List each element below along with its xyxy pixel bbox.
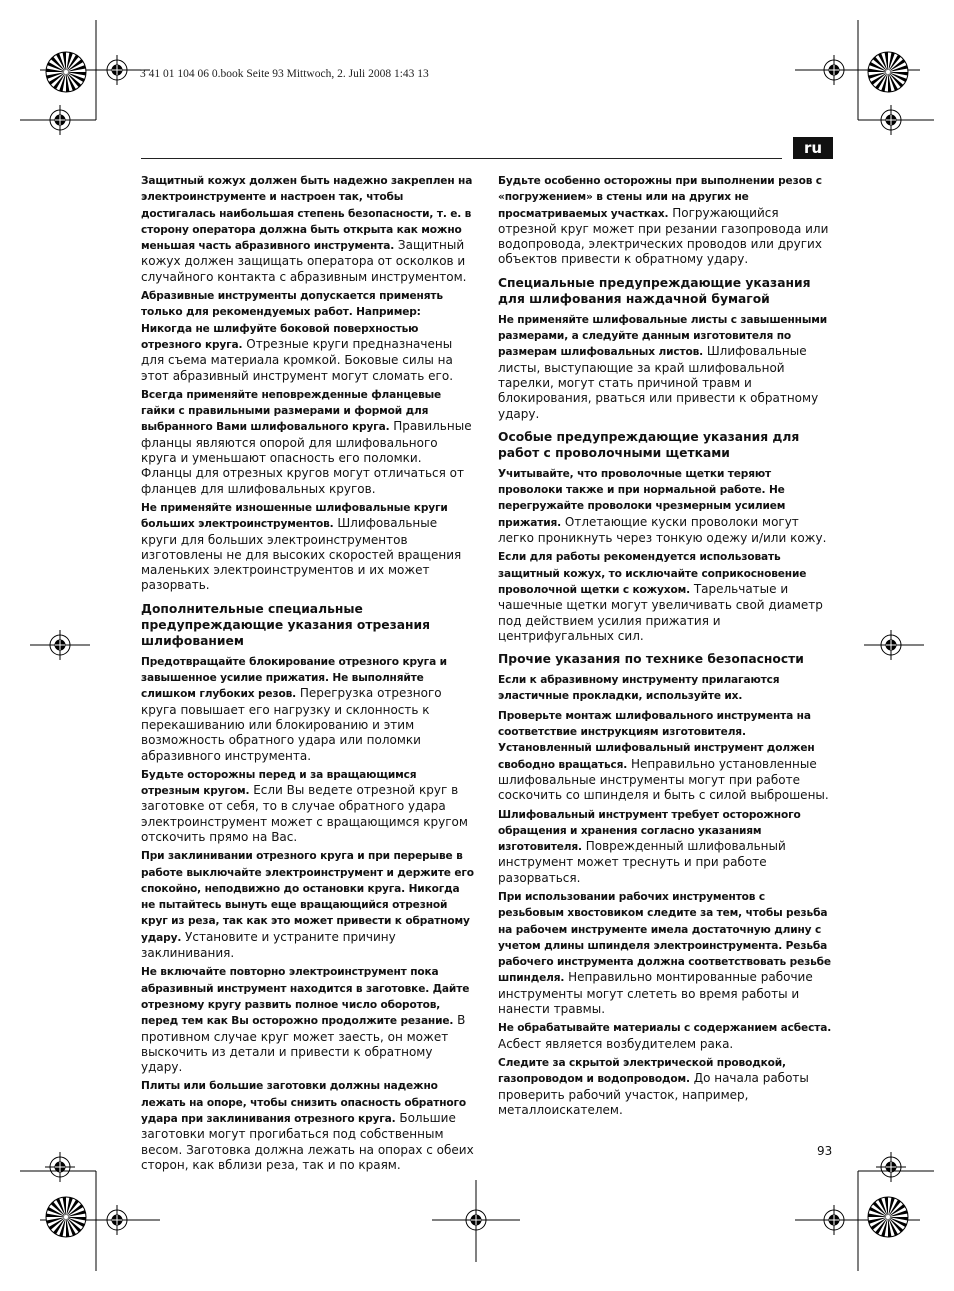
radial-star-target-icon bbox=[46, 52, 86, 92]
warning-bold-lead: Учитывайте, что проволочные щетки теряют проволоки также и при нормальной работе. Не перегружайте проволоки чрезмерным усилием прижатия. bbox=[498, 467, 786, 529]
warning-explanation: Отрезные круги предназначены для съема материала кромкой. Боковые силы на этот абразивный инструмент могут сломать его. bbox=[141, 336, 454, 383]
warning-bold-lead: Следите за скрытой электрической проводкой, газопроводом и водопроводом. bbox=[498, 1056, 786, 1086]
warning-explanation: Поврежденный шлифовальный инструмент может треснуть и при работе разорваться. bbox=[498, 839, 786, 885]
warning-bold-lead: Не применяйте шлифовальные листы с завышенными размерами, а следуйте данным изготовителя по размерам шлифовальных листов. bbox=[498, 313, 828, 359]
warning-bold-lead: Предотвращайте блокирование отрезного круга и завышенное усилие прижатия. Не выполняйте слишком глубоких резов. bbox=[141, 655, 447, 701]
warning-paragraph bbox=[498, 1055, 832, 1118]
warning-bold-lead: Плиты или большие заготовки должны надежно лежать на опоре, чтобы снизить опасность обратного удара при заклинивания отрезного круга. bbox=[141, 1080, 467, 1126]
warning-paragraph bbox=[498, 312, 832, 422]
warning-explanation: Неправильно установленные шлифовальные инструменты могут при работе соскочить со шпинделя и быть с силой выброшены. bbox=[498, 756, 829, 803]
crosshair-registration-icon bbox=[102, 1205, 132, 1235]
warning-explanation: Асбест является возбудителем рака. bbox=[498, 1036, 734, 1051]
section-heading: Прочие указания по технике безопасности bbox=[498, 652, 804, 667]
warning-bold-lead: Проверьте монтаж шлифовального инструмента на соответствие инструкциям изготовителя. Установленный шлифовальный инструмент должен свободно вращаться. bbox=[498, 709, 815, 771]
crosshair-registration-icon bbox=[819, 55, 849, 85]
section-heading: Дополнительные специальные предупреждающие указания отрезания шлифованием bbox=[141, 601, 431, 648]
right-column bbox=[498, 173, 832, 1121]
section-heading: Специальные предупреждающие указания для шлифования наждачной бумагой bbox=[498, 275, 811, 306]
warning-bold-lead: Защитный кожух должен быть надежно закреплен на электроинструменте и настроен так, чтобы достигалась наибольшая степень безопасности, т. е. в сторону оператора должна быть открыта как можно меньшая часть абразивного инструмента. bbox=[141, 175, 473, 253]
warning-paragraph bbox=[498, 889, 832, 1017]
section-heading: Особые предупреждающие указания для работ с проволочными щетками bbox=[498, 429, 800, 460]
warning-paragraph bbox=[141, 288, 475, 384]
header-rule bbox=[141, 158, 782, 159]
warning-bold-lead: Не включайте повторно электроинструмент пока абразивный инструмент находится в заготовке. Дайте отрезному кругу развить полное число оборотов, перед тем как Вы осторожно продолжите резание. bbox=[141, 966, 470, 1028]
crosshair-registration-icon bbox=[45, 1152, 75, 1182]
warning-paragraph bbox=[498, 1020, 832, 1052]
warning-explanation: Правильные фланцы являются опорой для шлифовального круга и уменьшают опасность его поломки. Фланцы для отрезных кругов могут отличаться от фланцев для шлифовальных кругов. bbox=[141, 419, 472, 496]
crosshair-registration-icon bbox=[461, 1205, 491, 1235]
warning-explanation: Неправильно монтированные рабочие инструменты могут слететь во время работы и нанести травмы. bbox=[498, 970, 813, 1017]
warning-bold-lead: При заклинивании отрезного круга и при перерыве в работе выключайте электроинструмент и держите его спокойно, неподвижно до остановки круга. Никогда не пытайтесь вынуть еще вращающийся отрезной круг из реза, так как это может привести к обратному удару. bbox=[141, 850, 474, 944]
warning-paragraph bbox=[498, 173, 832, 268]
warning-explanation: В противном случае круг может заесть, он может выскочить из детали и привести к обратному удару. bbox=[141, 1013, 466, 1075]
warning-explanation: Отлетающие куски проволоки могут легко проникнуть через тонкую одежу и/или кожу. bbox=[498, 514, 827, 546]
warning-paragraph bbox=[498, 807, 832, 886]
crosshair-registration-icon bbox=[876, 1152, 906, 1182]
warning-explanation: Большие заготовки могут прогибаться под собственным весом. Заготовка должна лежать на опорах с обеих сторон, как вблизи реза, так и по краям. bbox=[141, 1111, 474, 1172]
print-job-header: 3 41 01 104 06 0.book Seite 93 Mittwoch, 2. Juli 2008 1:43 13 bbox=[140, 68, 429, 80]
language-tab: ru bbox=[793, 137, 833, 159]
warning-bold-lead: Если для работы рекомендуется использовать защитный кожух, то исключайте соприкосновение проволочной щетки с кожухом. bbox=[498, 551, 807, 596]
radial-star-target-icon bbox=[868, 1197, 908, 1237]
radial-star-target-icon bbox=[46, 1197, 86, 1237]
warning-paragraph bbox=[498, 708, 832, 804]
warning-explanation: Защитный кожух должен защищать оператора от осколков и случайного контакта с абразивным инструментом. bbox=[141, 238, 467, 284]
crosshair-registration-icon bbox=[45, 630, 75, 660]
crosshair-registration-icon bbox=[102, 55, 132, 85]
warning-paragraph bbox=[498, 549, 832, 644]
warning-paragraph bbox=[498, 672, 832, 705]
warning-bold-lead: Не применяйте изношенные шлифовальные круги больших электроинструментов. bbox=[141, 501, 448, 531]
warning-paragraph bbox=[141, 387, 475, 497]
warning-explanation: До начала работы проверить рабочий участок, например, металлоискателем. bbox=[498, 1071, 809, 1117]
warning-explanation: Погружающийся отрезной круг может при резании газопровода или водопровода, электрических проводов или других объектов привести к обратному удару. bbox=[498, 205, 829, 267]
crosshair-registration-icon bbox=[876, 105, 906, 135]
warning-paragraph bbox=[141, 1078, 475, 1173]
left-column bbox=[141, 173, 475, 1176]
warning-bold-lead: Не обрабатывайте материалы с содержанием асбеста. bbox=[498, 1022, 832, 1035]
warning-explanation: Тарельчатые и чашечные щетки могут увеличивать свой диаметр под действием усилия прижатия и центрифугальных сил. bbox=[498, 581, 823, 643]
page-number: 93 bbox=[817, 1144, 833, 1158]
warning-explanation: Шлифовальные листы, выступающие за край шлифовальной тарелки, могут стать причиной травм и блокирования, рваться или привести к обратному удару. bbox=[498, 344, 819, 421]
warning-paragraph bbox=[141, 654, 475, 764]
warning-explanation: Шлифовальные круги для больших электроинструментов изготовлены не для высоких скоростей вращения маленьких электроинструментов и их может разорвать. bbox=[141, 516, 462, 593]
warning-paragraph bbox=[141, 173, 475, 285]
warning-bold-lead: Абразивные инструменты допускается применять только для рекомендуемых работ. Например: Никогда не шлифуйте боковой поверхностью отрезного круга. bbox=[141, 290, 443, 351]
warning-bold-lead: Шлифовальный инструмент требует осторожного обращения и хранения согласно указаниям изготовителя. bbox=[498, 808, 801, 854]
radial-star-target-icon bbox=[868, 52, 908, 92]
warning-paragraph bbox=[141, 767, 475, 845]
warning-bold-lead: Если к абразивному инструменту прилагаются эластичные прокладки, используйте их. bbox=[498, 674, 780, 703]
warning-bold-lead: Всегда применяйте неповрежденные фланцевые гайки с правильными размерами и формой для выбранного Вами шлифовального круга. bbox=[141, 388, 442, 434]
warning-explanation: Установите и устраните причину заклинивания. bbox=[141, 929, 396, 961]
warning-bold-lead: Будьте осторожны перед и за вращающимся отрезным кругом. bbox=[141, 768, 417, 798]
warning-bold-lead: Будьте особенно осторожны при выполнении резов с «погружением» в стены или на других не просматриваемых участках. bbox=[498, 175, 822, 220]
warning-paragraph bbox=[141, 500, 475, 594]
warning-explanation: Если Вы ведете отрезной круг в заготовке от себя, то в случае обратного удара электроинструмент может с вращающимся кругом отскочить прямо на Вас. bbox=[141, 783, 468, 844]
warning-paragraph bbox=[498, 466, 832, 546]
crosshair-registration-icon bbox=[876, 630, 906, 660]
crosshair-registration-icon bbox=[819, 1205, 849, 1235]
warning-explanation: Перегрузка отрезного круга повышает его нагрузку и склонность к перекашиванию или блокированию и этим возможность обратного удара или поломки абразивного инструмента. bbox=[141, 686, 442, 763]
warning-paragraph bbox=[141, 964, 475, 1075]
crosshair-registration-icon bbox=[45, 105, 75, 135]
warning-bold-lead: При использовании рабочих инструментов с резьбовым хвостовиком следите за тем, чтобы резьба на рабочем инструменте имела достаточную длину с учетом длины шпинделя электроинструмента. Резьба рабочего инструмента должна соответствовать резьбе шпинделя. bbox=[498, 890, 831, 985]
warning-paragraph bbox=[141, 848, 475, 961]
